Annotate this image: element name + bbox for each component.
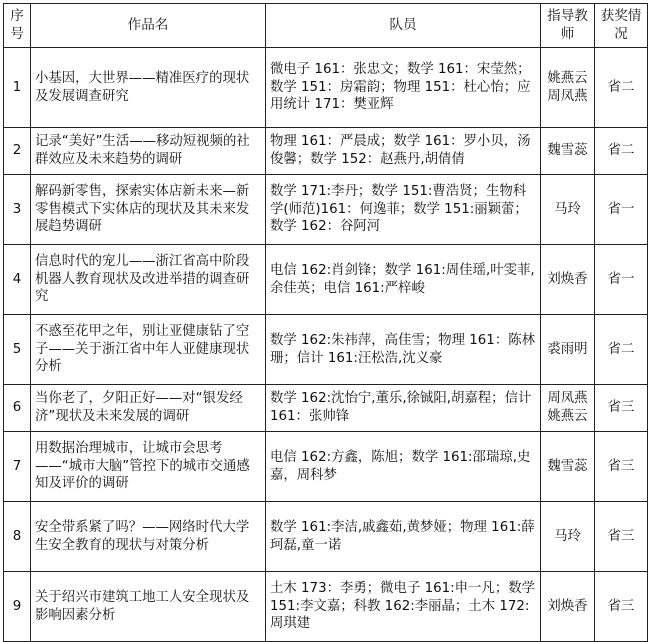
- row-no: 9: [4, 572, 31, 642]
- row-work: 安全带系紧了吗？——网络时代大学生安全教育的现状与对策分析: [31, 502, 266, 572]
- row-team: 微电子 161：张忠文；数学 161：宋莹然；数学 151：房霜韵；物理 151：杜心怡；应用统计 171：樊亚辉: [266, 48, 541, 128]
- row-award: 省三: [595, 502, 648, 572]
- row-team: 数学 162:朱祎萍，高佳雪；物理 161：陈林珊；信计 161:汪松浩,沈义豪: [266, 315, 541, 385]
- row-award: 省二: [595, 128, 648, 175]
- row-advisor: 刘焕香: [541, 572, 595, 642]
- row-work: 当你老了，夕阳正好——对“银发经济”现状及未来发展的调研: [31, 385, 266, 432]
- row-advisor: 马玲: [541, 502, 595, 572]
- row-no: 7: [4, 432, 31, 502]
- table-row: [4, 385, 648, 432]
- row-advisor: 刘焕香: [541, 245, 595, 315]
- row-advisor: 魏雪蕊: [541, 128, 595, 175]
- table-row: [4, 175, 648, 245]
- row-work: 解码新零售，探索实体店新未来—新零售模式下实体店的现状及其未来发展趋势调研: [31, 175, 266, 245]
- row-team: 数学 171:李丹；数学 151:曹浩贤；生物科学(师范)161：何逸菲；数学 151:丽颖蕾；数学 162：谷阿河: [266, 175, 541, 245]
- row-advisor: 姚燕云 周凤燕: [541, 48, 595, 128]
- row-no: 5: [4, 315, 31, 385]
- row-award: 省三: [595, 572, 648, 642]
- row-team: 电信 162:肖剑锋；数学 161:周佳瑶,叶雯菲,余佳英；电信 161:严梓峻: [266, 245, 541, 315]
- row-award: 省二: [595, 48, 648, 128]
- table-header-row: [4, 4, 648, 48]
- table-row: [4, 128, 648, 175]
- row-team: 土木 173：李勇；微电子 161:申一凡；数学 151:李文嘉；科教 162:李丽晶；土木 172:周琪建: [266, 572, 541, 642]
- row-advisor: 周凤燕 姚燕云: [541, 385, 595, 432]
- row-team: 电信 162:方鑫，陈旭；数学 161:邵瑞琼,史嘉，周科梦: [266, 432, 541, 502]
- row-team: 物理 161：严晨成；数学 161：罗小贝，汤俊馨；数学 152：赵燕丹,胡倩倩: [266, 128, 541, 175]
- row-work: 关于绍兴市建筑工地工人安全现状及影响因素分析: [31, 572, 266, 642]
- row-award: 省二: [595, 315, 648, 385]
- row-no: 1: [4, 48, 31, 128]
- row-advisor: 魏雪蕊: [541, 432, 595, 502]
- row-work: 小基因，大世界——精准医疗的现状及发展调查研究: [31, 48, 266, 128]
- header-advisor: 指导教师: [541, 4, 595, 48]
- row-award: 省三: [595, 432, 648, 502]
- row-team: 数学 161:李洁,戚鑫茹,黄梦娅；物理 161:薛珂磊,童一诺: [266, 502, 541, 572]
- row-award: 省一: [595, 175, 648, 245]
- awards-table: [3, 3, 648, 642]
- row-work: 记录“美好”生活——移动短视频的社群效应及未来趋势的调研: [31, 128, 266, 175]
- header-work: 作品名: [31, 4, 266, 48]
- row-no: 8: [4, 502, 31, 572]
- table-row: [4, 432, 648, 502]
- row-work: 用数据治理城市，让城市会思考——“城市大脑”管控下的城市交通感知及评价的调研: [31, 432, 266, 502]
- row-no: 3: [4, 175, 31, 245]
- row-advisor: 马玲: [541, 175, 595, 245]
- table-row: [4, 572, 648, 642]
- row-no: 2: [4, 128, 31, 175]
- header-award: 获奖情况: [595, 4, 648, 48]
- table-row: [4, 245, 648, 315]
- row-advisor: 裘雨明: [541, 315, 595, 385]
- header-team: 队员: [266, 4, 541, 48]
- table-row: [4, 48, 648, 128]
- table-row: [4, 502, 648, 572]
- row-team: 数学 162:沈怡宁,董乐,徐铖阳,胡嘉程；信计 161：张帅锋: [266, 385, 541, 432]
- row-work: 不惑至花甲之年，别让亚健康钻了空子——关于浙江省中年人亚健康现状分析: [31, 315, 266, 385]
- header-no: 序号: [4, 4, 31, 48]
- row-no: 6: [4, 385, 31, 432]
- row-work: 信息时代的宠儿——浙江省高中阶段机器人教育现状及改进举措的调查研究: [31, 245, 266, 315]
- row-no: 4: [4, 245, 31, 315]
- row-award: 省一: [595, 245, 648, 315]
- table-row: [4, 315, 648, 385]
- row-award: 省三: [595, 385, 648, 432]
